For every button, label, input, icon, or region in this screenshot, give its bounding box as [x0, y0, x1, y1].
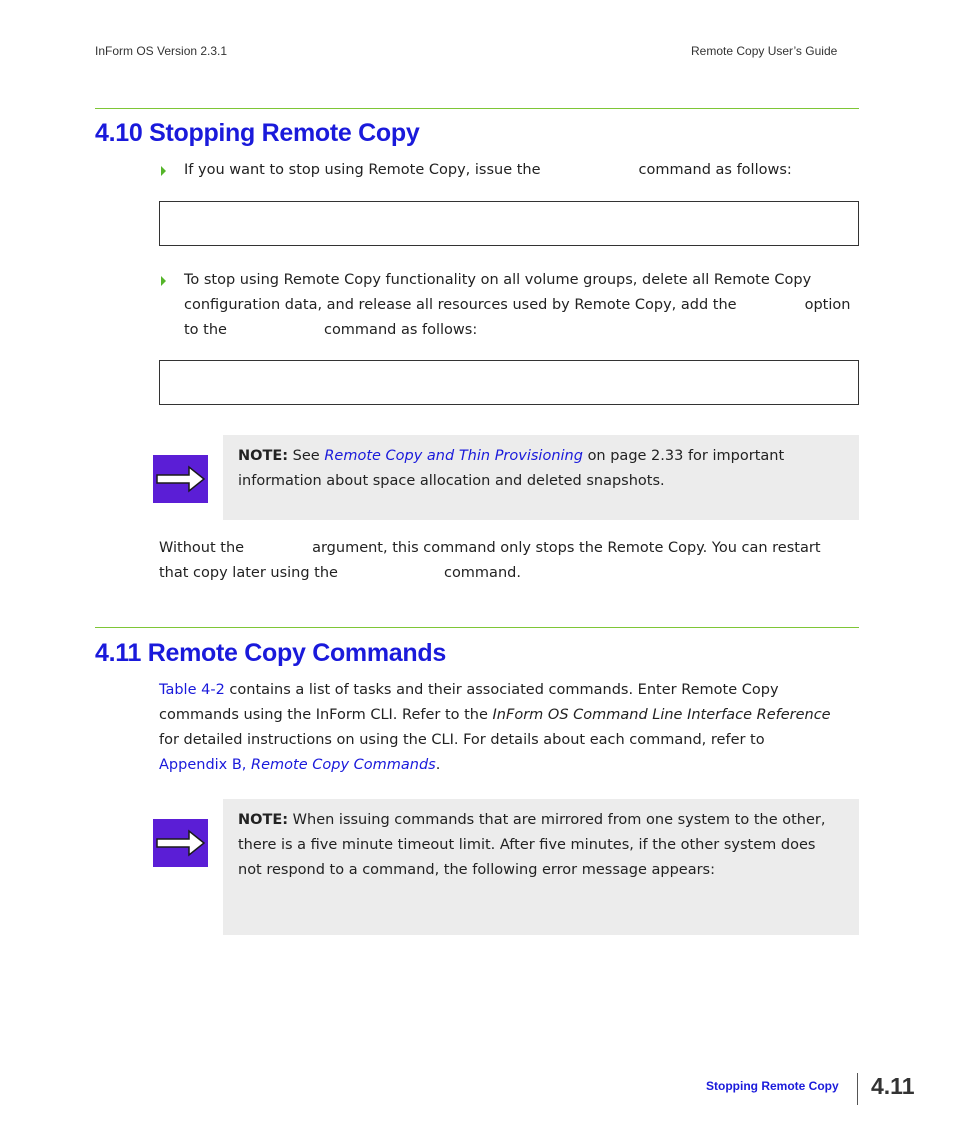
footer-section-label: Stopping Remote Copy — [706, 1079, 839, 1093]
paragraph-restart-copy: Without the argument, this command only stops the Remote Copy. You can restart that copy later using the command. — [159, 540, 821, 581]
link-appendix-b[interactable]: Appendix B, Remote Copy Commands — [159, 757, 436, 773]
header-doc-version: InForm OS Version 2.3.1 — [95, 44, 228, 58]
command-box-stoprcopy-clear — [159, 360, 859, 405]
section-divider — [95, 108, 859, 109]
command-box-stoprcopy — [159, 201, 859, 246]
footer-divider — [857, 1073, 858, 1105]
bullet-stop-remote-copy: If you want to stop using Remote Copy, issue the command as follows: — [184, 162, 792, 178]
bullet-arrow-icon — [161, 166, 166, 176]
header-guide-title: Remote Copy User’s Guide — [691, 44, 838, 58]
section-title-4-10: 4.10 Stopping Remote Copy — [95, 119, 420, 147]
note-box-thin-provisioning: NOTE: See Remote Copy and Thin Provisioning on page 2.33 for important information about space allocation and deleted snapshots. — [223, 435, 859, 520]
note-arrow-icon — [153, 455, 208, 503]
section-title-4-11: 4.11 Remote Copy Commands — [95, 639, 446, 667]
link-table-4-2[interactable]: Table 4-2 — [159, 682, 225, 698]
note-arrow-icon — [153, 819, 208, 867]
bullet-stop-all-groups: To stop using Remote Copy functionality on all volume groups, delete all Remote Copy configuration data, and release all resources used by Remote Copy, add the option to the command as follows: — [184, 272, 851, 338]
note-box-timeout: NOTE: When issuing commands that are mirrored from one system to the other, there is a five minute timeout limit. After five minutes, if the other system does not respond to a command, the following error message appears: — [223, 799, 859, 935]
footer-page-number: 4.11 — [871, 1073, 915, 1099]
link-thin-provisioning[interactable]: Remote Copy and Thin Provisioning — [324, 448, 583, 464]
section-divider — [95, 627, 859, 628]
bullet-arrow-icon — [161, 276, 166, 286]
paragraph-commands-intro: Table 4-2 contains a list of tasks and their associated commands. Enter Remote Copy commands using the InForm CLI. Refer to the InForm OS Command Line Interface Reference for detailed instructions on using the CLI. For details about each command, refer to Appendix B, Remote Copy Commands. — [159, 682, 831, 773]
